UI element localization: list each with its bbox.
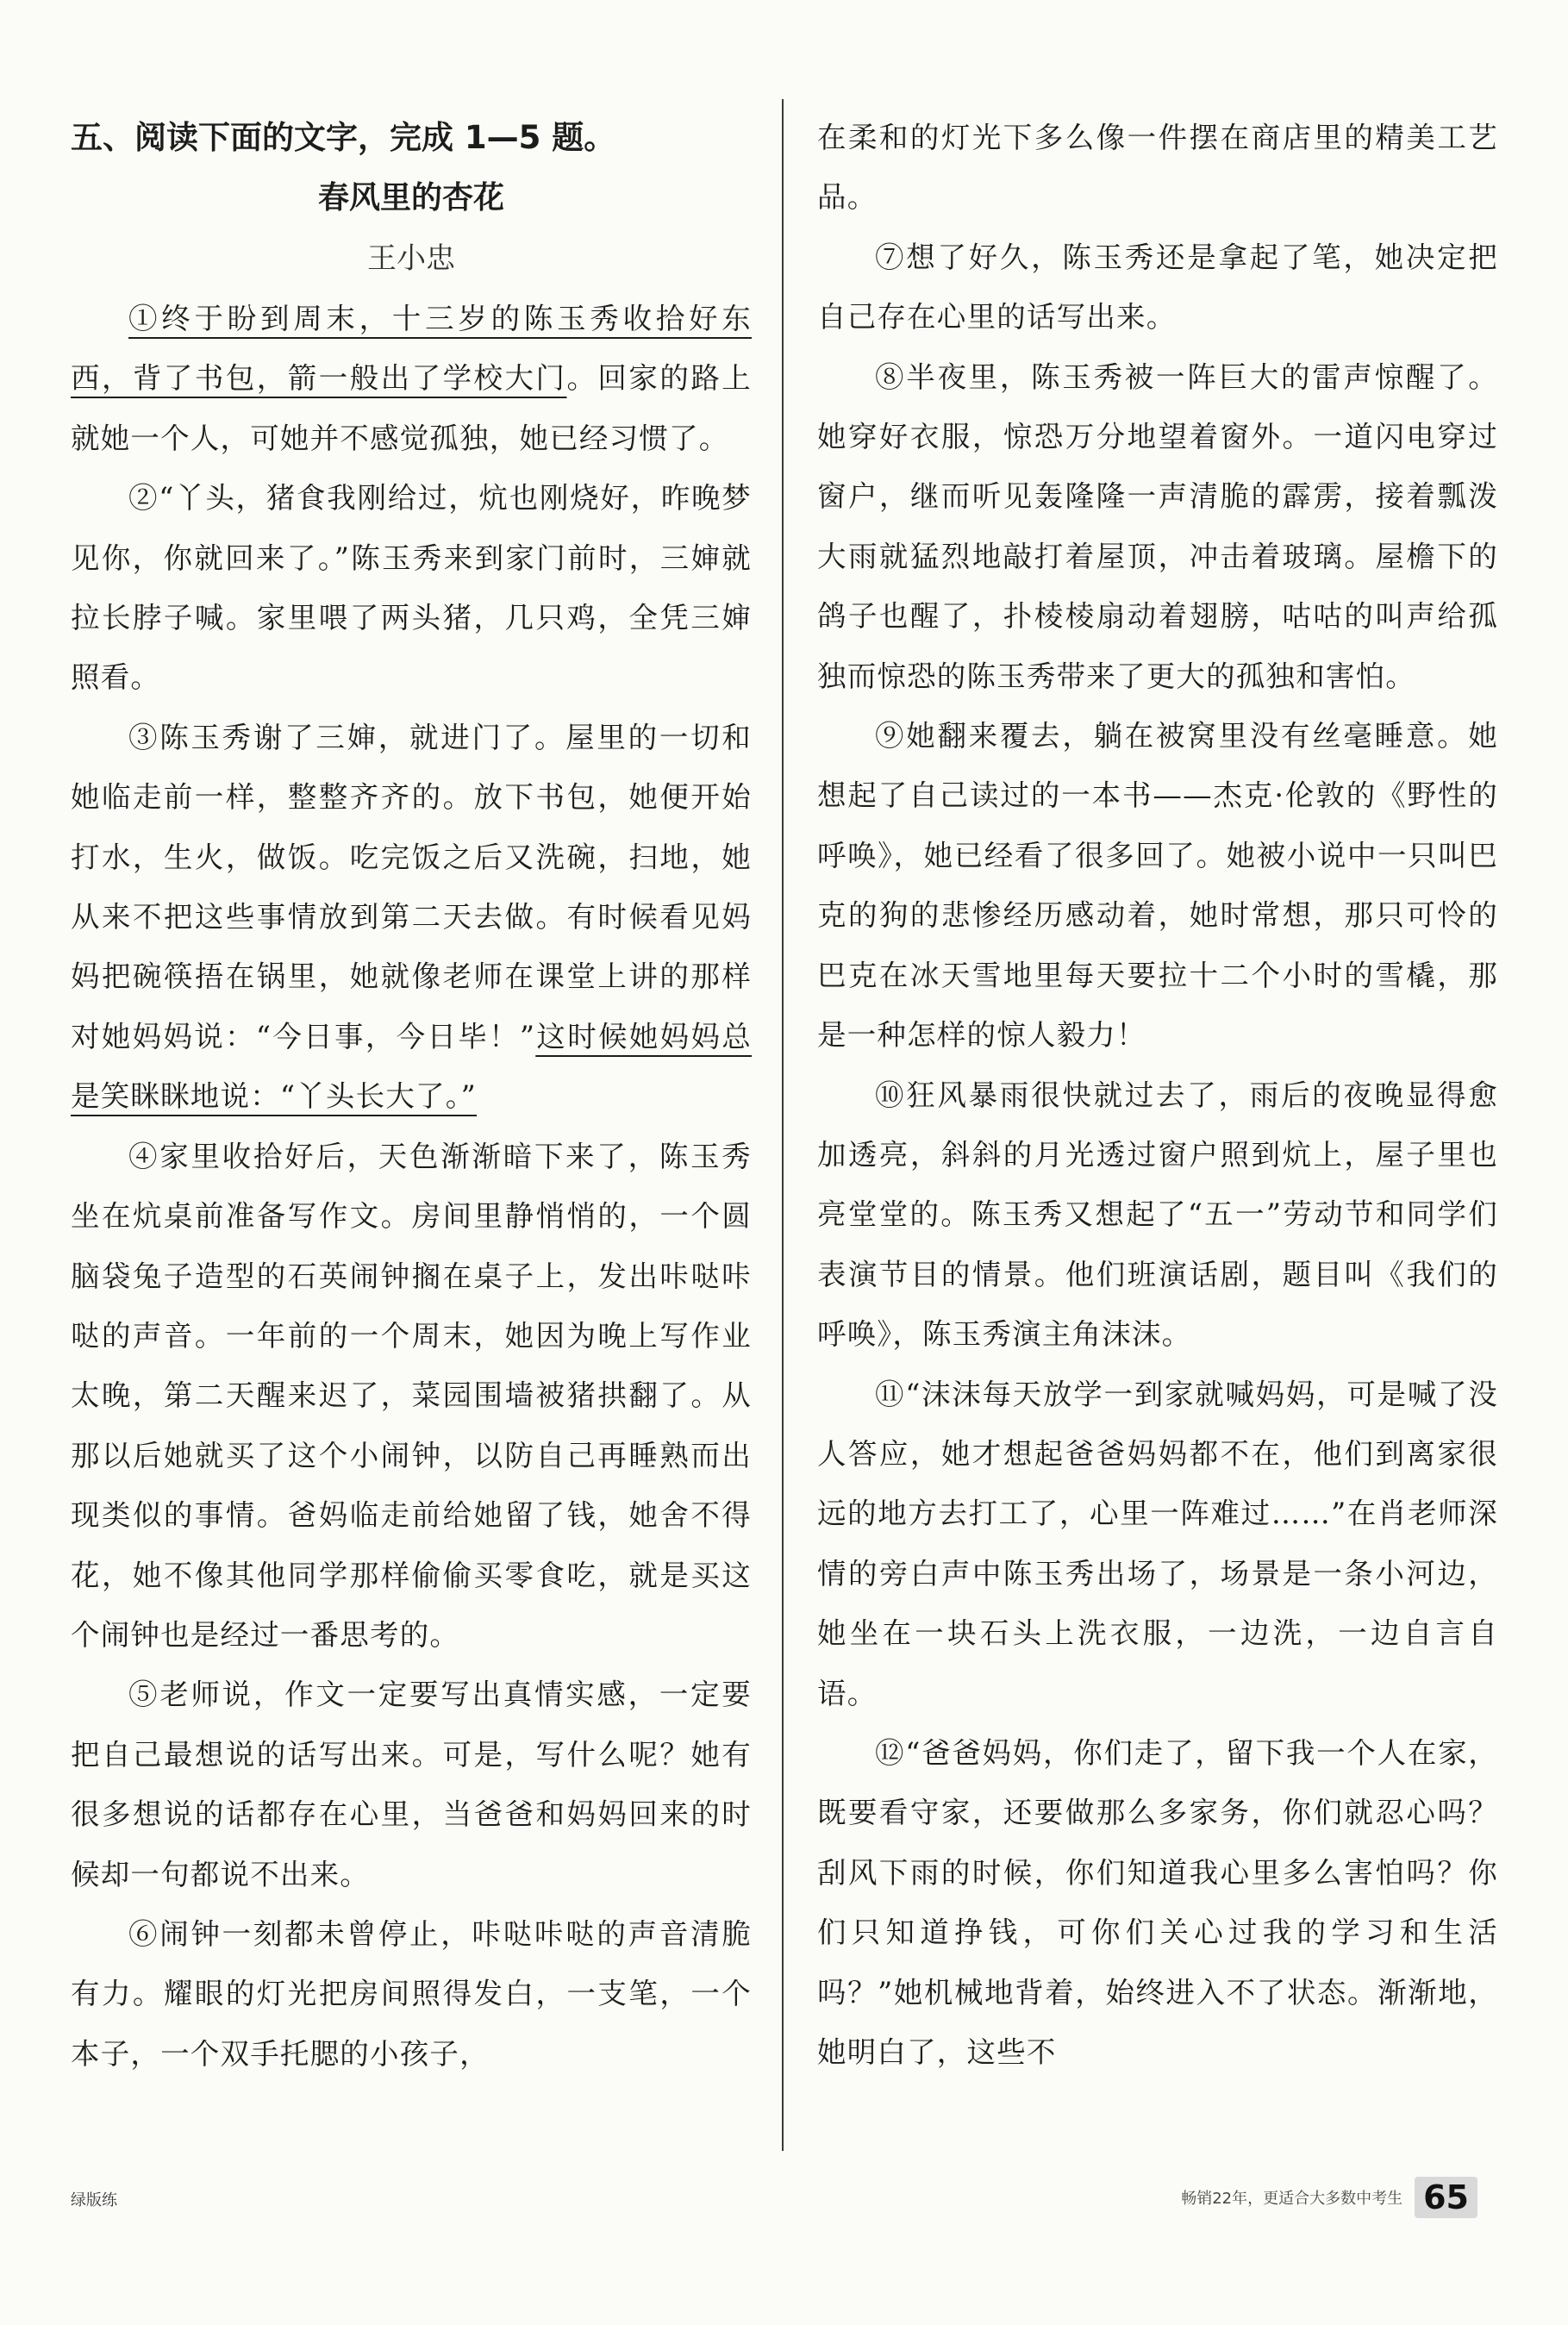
paragraph-9: ⑨她翻来覆去，躺在被窝里没有丝毫睡意。她想起了自己读过的一本书——杰克·伦敦的《野性的呼唤》，她已经看了很多回了。她被小说中一只叫巴克的狗的悲惨经历感动着，她时常想，那只可怜的巴克在冰天雪地里每天要拉十二个小时的雪橇，那是一种怎样的惊人毅力！ bbox=[817, 719, 1498, 1053]
paragraph-3 bbox=[71, 708, 752, 1127]
article-title: 春风里的杏花 bbox=[317, 180, 504, 216]
paragraph-8: ⑧半夜里，陈玉秀被一阵巨大的雷声惊醒了。她穿好衣服，惊恐万分地望着窗外。一道闪电穿过窗户，继而听见轰隆隆一声清脆的霹雳，接着瓢泼大雨就猛烈地敲打着屋顶，冲击着玻璃。屋檐下的鸽子也醒了，扑棱棱扇动着翅膀，咕咕的叫声给孤独而惊恐的陈玉秀带来了更大的孤独和害怕。 bbox=[817, 359, 1498, 693]
section-heading: 五、阅读下面的文字，完成 1—5 题。 bbox=[71, 119, 616, 156]
article-author: 王小忠 bbox=[367, 241, 455, 276]
paragraph-5: ⑤老师说，作文一定要写出真情实感，一定要把自己最想说的话写出来。可是，写什么呢？她有很多想说的话都存在心里，当爸爸和妈妈回来的时候却一句都说不出来。 bbox=[71, 1678, 752, 1891]
left-column bbox=[71, 108, 752, 2084]
paragraph-6: ⑥闹钟一刻都未曾停止，咔哒咔哒的声音清脆有力。耀眼的灯光把房间照得发白，一支笔，一个本子，一个双手托腮的小孩子， bbox=[71, 1916, 752, 2071]
footer-right bbox=[1181, 2177, 1477, 2218]
paragraph-2: ②“丫头，猪食我刚给过，炕也刚烧好，昨晚梦见你，你就回来了。”陈玉秀来到家门前时，三婶就拉长脖子喊。家里喂了两头猪，几只鸡，全凭三婶照看。 bbox=[71, 481, 752, 695]
paragraph-6-continued: 在柔和的灯光下多么像一件摆在商店里的精美工艺品。 bbox=[817, 121, 1498, 215]
paragraph-1-rest: 。回家的路上就她一个人，可她并不感觉孤独，她已经习惯了。 bbox=[71, 361, 753, 455]
paragraph-1 bbox=[71, 289, 752, 468]
paragraph-12: ⑫“爸爸妈妈，你们走了，留下我一个人在家，既要看守家，还要做那么多家务，你们就忍心吗？刮风下雨的时候，你们知道我心里多么害怕吗？你们只知道挣钱，可你们关心过我的学习和生活吗？”她机械地背着，始终进入不了状态。渐渐地，她明白了，这些不 bbox=[817, 1735, 1498, 2069]
paragraph-11: ⑪“沫沫每天放学一到家就喊妈妈，可是喊了没人答应，她才想起爸爸妈妈都不在，他们到离家很远的地方去打工了，心里一阵难过……”在肖老师深情的旁白声中陈玉秀出场了，场景是一条小河边，她坐在一块石头上洗衣服，一边洗，一边自言自语。 bbox=[817, 1377, 1498, 1710]
footer-slogan: 畅销22年，更适合大多数中考生 bbox=[1181, 2190, 1403, 2208]
underlined-sentence-1: ①终于盼到周末，十三岁的陈玉秀收拾好东西，背了书包，箭一般出了学校大门 bbox=[71, 302, 752, 396]
paragraph-10: ⑩狂风暴雨很快就过去了，雨后的夜晚显得愈加透亮，斜斜的月光透过窗户照到炕上，屋子里也亮堂堂的。陈玉秀又想起了“五一”劳动节和同学们表演节目的情景。他们班演话剧，题目叫《我们的呼唤》，陈玉秀演主角沫沫。 bbox=[817, 1078, 1498, 1352]
paragraph-4: ④家里收拾好后，天色渐渐暗下来了，陈玉秀坐在炕桌前准备写作文。房间里静悄悄的，一个圆脑袋兔子造型的石英闹钟搁在桌子上，发出咔哒咔哒的声音。一年前的一个周末，她因为晚上写作业太晚，第二天醒来迟了，菜园围墙被猪拱翻了。从那以后她就买了这个小闹钟，以防自己再睡熟而出现类似的事情。爸妈临走前给她留了钱，她舍不得花，她不像其他同学那样偷偷买零食吃，就是买这个闹钟也是经过一番思考的。 bbox=[71, 1139, 752, 1652]
column-divider bbox=[782, 99, 784, 2151]
paragraph-7: ⑦想了好久，陈玉秀还是拿起了笔，她决定把自己存在心里的话写出来。 bbox=[817, 240, 1498, 334]
page-number: 65 bbox=[1415, 2177, 1477, 2218]
footer-series-label: 绿版练 bbox=[71, 2191, 117, 2209]
paragraph-3-text: ③陈玉秀谢了三婶，就进门了。屋里的一切和她临走前一样，整整齐齐的。放下书包，她便开始打水，生火，做饭。吃完饭之后又洗碗，扫地，她从来不把这些事情放到第二天去做。有时候看见妈妈把碗筷捂在锅里，她就像老师在课堂上讲的那样对她妈妈说：“今日事，今日毕！” bbox=[71, 720, 752, 1053]
underlined-sentence-2: 这时候她妈妈总是笑眯眯地说：“丫头长大了。” bbox=[71, 1019, 753, 1114]
right-column bbox=[817, 108, 1498, 2082]
